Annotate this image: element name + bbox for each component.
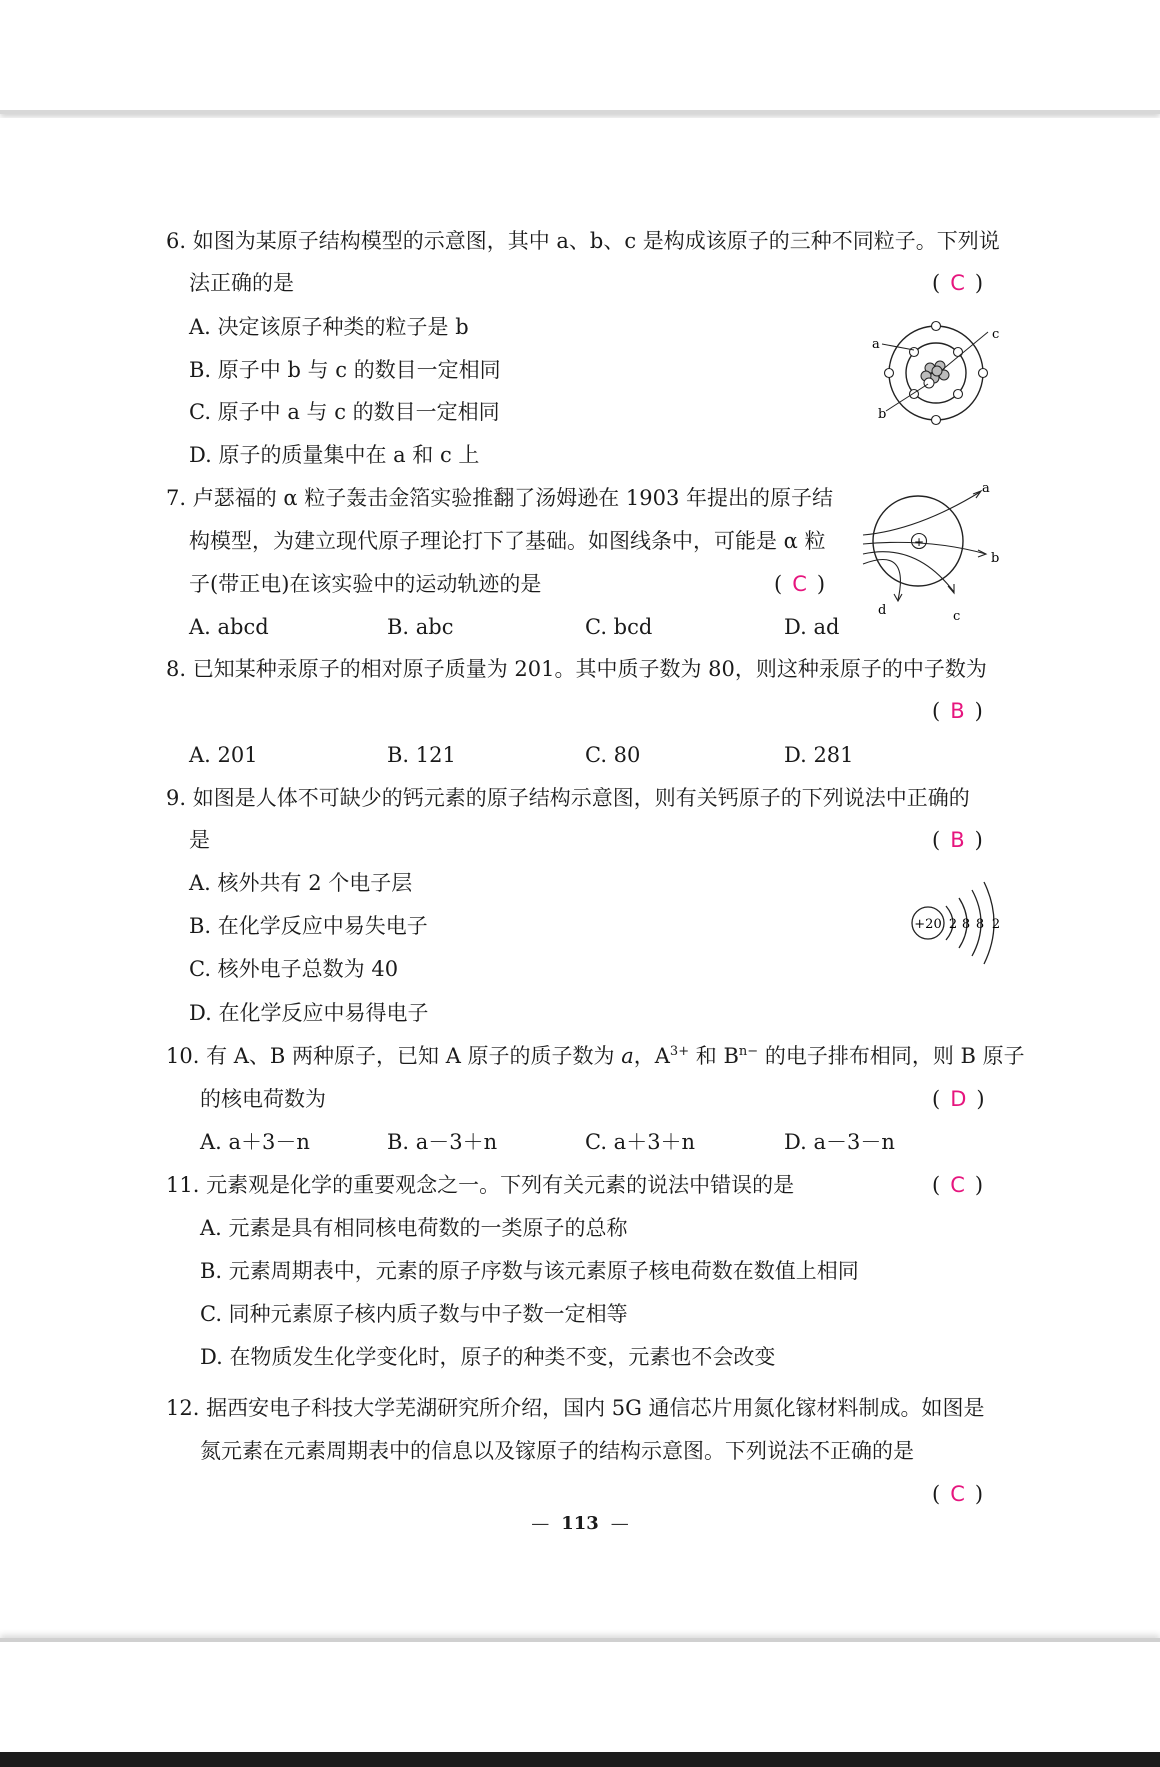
atom-model-figure bbox=[868, 318, 1003, 428]
q7-option-a: A. abcd bbox=[189, 615, 269, 639]
shell-4-electrons: 2 bbox=[991, 917, 1001, 932]
answer-paren-open: ( bbox=[932, 271, 941, 295]
q7-option-c: C. bcd bbox=[585, 615, 653, 639]
q6-option-b: B. 原子中 b 与 c 的数目一定相同 bbox=[189, 358, 501, 382]
q10-text-part: 10. 有 A、B 两种原子，已知 A 原子的质子数为 bbox=[166, 1044, 622, 1068]
q8-stem-line1: 8. 已知某种汞原子的相对原子质量为 201。其中质子数为 80，则这种汞原子的中子数为 bbox=[166, 657, 987, 681]
q12-stem-line2: 氮元素在元素周期表中的信息以及镓原子的结构示意图。下列说法不正确的是 bbox=[200, 1439, 914, 1463]
q10-option-a: A. a＋3－n bbox=[200, 1130, 310, 1154]
q10-option-d: D. a－3－n bbox=[784, 1130, 895, 1154]
fig-label-b: b bbox=[878, 407, 887, 422]
q7-answer-letter: C bbox=[792, 572, 807, 596]
q8-answer bbox=[932, 696, 983, 726]
q11-stem-line1: 11. 元素观是化学的重要观念之一。下列有关元素的说法中错误的是 bbox=[166, 1173, 795, 1197]
answer-paren-open: ( bbox=[932, 1482, 941, 1506]
q8-option-a: A. 201 bbox=[189, 743, 258, 767]
q11-option-a: A. 元素是具有相同核电荷数的一类原子的总称 bbox=[200, 1216, 628, 1240]
q8-option-b: B. 121 bbox=[387, 743, 456, 767]
shell-2-electrons: 8 bbox=[961, 917, 971, 932]
answer-paren-close: ) bbox=[974, 828, 983, 852]
answer-paren-open: ( bbox=[932, 1087, 941, 1111]
q6-option-d: D. 原子的质量集中在 a 和 c 上 bbox=[189, 443, 480, 467]
q10-answer-letter: D bbox=[950, 1087, 967, 1111]
answer-paren-open: ( bbox=[932, 1173, 941, 1197]
q12-answer-letter: C bbox=[950, 1482, 965, 1506]
q10-stem-line1 bbox=[166, 1041, 1025, 1071]
answer-paren-open: ( bbox=[932, 699, 941, 723]
nucleus-charge: +20 bbox=[914, 917, 942, 932]
fig-label-c: c bbox=[992, 327, 1000, 342]
q6-stem-line1: 6. 如图为某原子结构模型的示意图，其中 a、b、c 是构成该原子的三种不同粒子。下列说 bbox=[166, 229, 1000, 253]
answer-paren-close: ) bbox=[976, 1087, 985, 1111]
answer-paren-close: ) bbox=[974, 699, 983, 723]
q10-variable-a: a bbox=[621, 1044, 634, 1068]
q9-stem-line1: 9. 如图是人体不可缺少的钙元素的原子结构示意图，则有关钙原子的下列说法中正确的 bbox=[166, 786, 970, 810]
answer-paren-open: ( bbox=[932, 828, 941, 852]
fig-label-b: b bbox=[991, 551, 1000, 566]
q10-stem-line2: 的核电荷数为 bbox=[200, 1087, 326, 1111]
q8-option-c: C. 80 bbox=[585, 743, 641, 767]
calcium-atom-structure-figure bbox=[908, 880, 1003, 966]
q7-option-d: D. ad bbox=[784, 615, 840, 639]
q11-answer-letter: C bbox=[950, 1173, 965, 1197]
fig-label-d: d bbox=[878, 603, 887, 618]
q10-charge-superscript: n− bbox=[738, 1044, 759, 1059]
q9-option-a: A. 核外共有 2 个电子层 bbox=[189, 871, 413, 895]
answer-paren-close: ) bbox=[816, 572, 826, 596]
q7-option-b: B. abc bbox=[387, 615, 454, 639]
shell-1-electrons: 2 bbox=[948, 917, 958, 932]
q9-option-d: D. 在化学反应中易得电子 bbox=[189, 1001, 429, 1025]
q11-option-d: D. 在物质发生化学变化时，原子的种类不变，元素也不会改变 bbox=[200, 1345, 776, 1369]
q10-text-part: 的电子排布相同，则 B 原子 bbox=[758, 1044, 1025, 1068]
alpha-scattering-figure bbox=[858, 482, 1003, 627]
q9-answer-letter: B bbox=[950, 828, 965, 852]
q10-text-part: ，A bbox=[633, 1044, 670, 1068]
q9-answer bbox=[932, 825, 983, 855]
q6-answer bbox=[932, 268, 983, 298]
fig-label-a: a bbox=[872, 337, 880, 352]
q11-option-b: B. 元素周期表中，元素的原子序数与该元素原子核电荷数在数值上相同 bbox=[200, 1259, 859, 1283]
viewer-page-gap bbox=[0, 1638, 1160, 1756]
q9-option-b: B. 在化学反应中易失电子 bbox=[189, 914, 428, 938]
q7-answer bbox=[774, 569, 825, 599]
q11-answer bbox=[932, 1170, 983, 1200]
q12-answer bbox=[932, 1479, 983, 1509]
q6-stem-line2: 法正确的是 bbox=[189, 271, 294, 295]
q8-answer-letter: B bbox=[950, 699, 965, 723]
q12-stem-line1: 12. 据西安电子科技大学芜湖研究所介绍，国内 5G 通信芯片用氮化镓材料制成。如图是 bbox=[166, 1396, 985, 1420]
q10-answer bbox=[932, 1084, 985, 1114]
viewer-top-bar bbox=[0, 0, 1160, 114]
q6-option-a: A. 决定该原子种类的粒子是 b bbox=[189, 315, 469, 339]
page-number: — 113 — bbox=[531, 1513, 629, 1534]
q8-option-d: D. 281 bbox=[784, 743, 854, 767]
answer-paren-close: ) bbox=[974, 1482, 984, 1506]
answer-paren-open: ( bbox=[774, 572, 783, 596]
q9-stem-line2: 是 bbox=[189, 828, 210, 852]
fig-label-c: c bbox=[953, 609, 961, 624]
q7-stem-line1: 7. 卢瑟福的 α 粒子轰击金箔实验推翻了汤姆逊在 1903 年提出的原子结 bbox=[166, 486, 834, 510]
nucleus-plus-icon: + bbox=[914, 535, 925, 549]
q10-option-c: C. a＋3＋n bbox=[585, 1130, 696, 1154]
q10-charge-superscript: 3+ bbox=[669, 1044, 690, 1059]
fig-label-a: a bbox=[982, 482, 990, 496]
q6-option-c: C. 原子中 a 与 c 的数目一定相同 bbox=[189, 400, 500, 424]
q9-option-c: C. 核外电子总数为 40 bbox=[189, 957, 399, 981]
q10-text-part: 和 B bbox=[689, 1044, 739, 1068]
q7-stem-line2: 构模型，为建立现代原子理论打下了基础。如图线条中，可能是 α 粒 bbox=[189, 529, 826, 553]
viewer-bottom-bar bbox=[0, 1752, 1160, 1767]
q10-option-b: B. a－3＋n bbox=[387, 1130, 498, 1154]
q11-option-c: C. 同种元素原子核内质子数与中子数一定相等 bbox=[200, 1302, 628, 1326]
q6-answer-letter: C bbox=[950, 271, 965, 295]
q7-stem-line3: 子(带正电)在该实验中的运动轨迹的是 bbox=[189, 572, 542, 596]
shell-3-electrons: 8 bbox=[975, 917, 985, 932]
answer-paren-close: ) bbox=[974, 271, 984, 295]
answer-paren-close: ) bbox=[974, 1173, 984, 1197]
page-number-value: 113 bbox=[561, 1513, 599, 1534]
